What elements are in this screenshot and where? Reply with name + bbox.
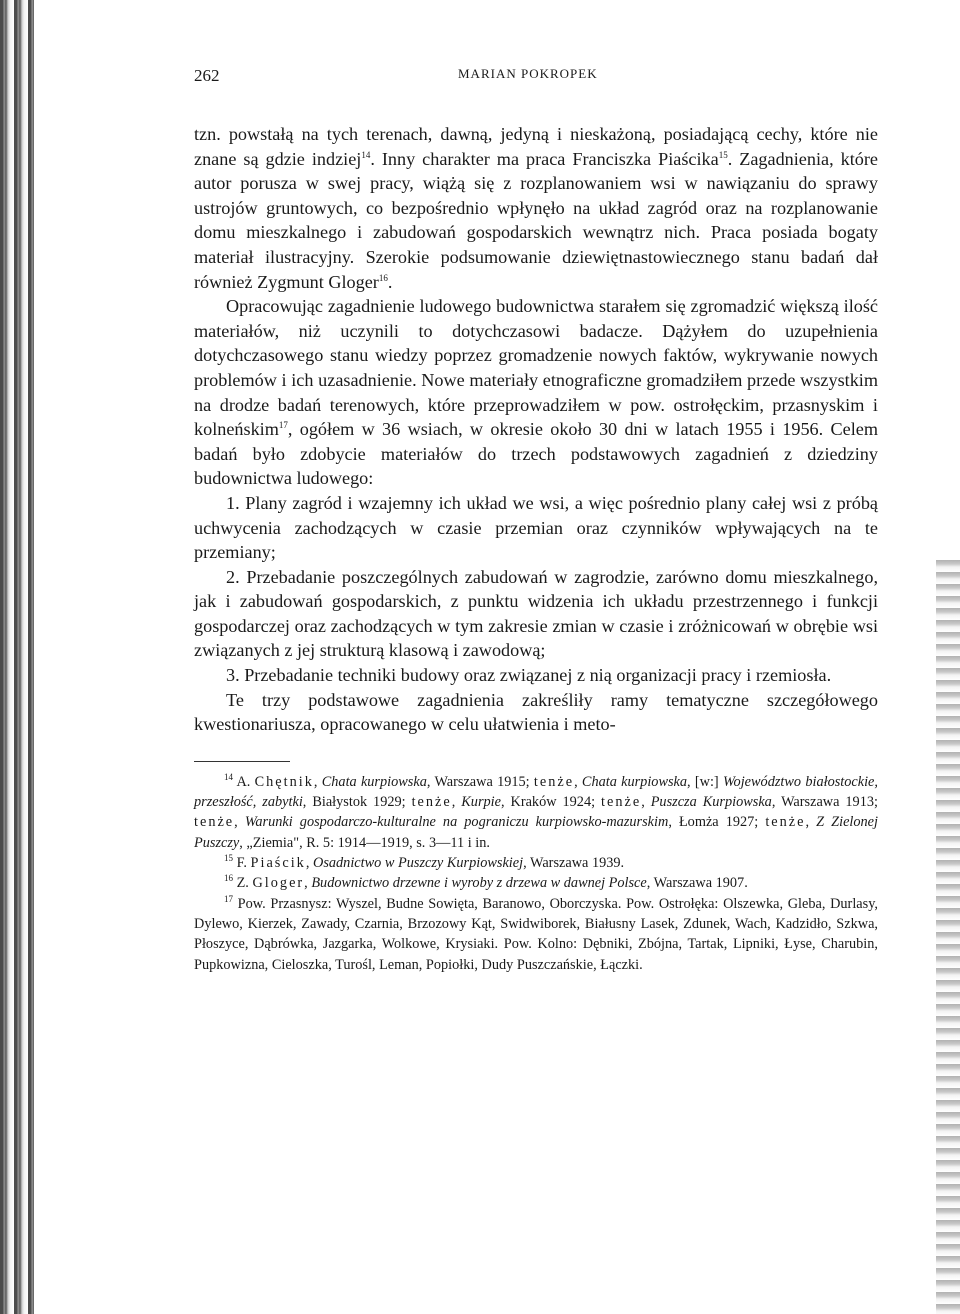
text-run: , <box>574 773 582 790</box>
footnote-ref-17[interactable]: 17 <box>278 420 288 431</box>
text-run: , Warszawa 1915; <box>426 773 534 790</box>
work-title: Budownictwo drzewne i wyroby z drzewa w dawnej Polsce <box>311 875 647 892</box>
list-item-1: 1. Plany zagród i wzajemny ich układ we wsi, a więc pośrednio plany całej wsi z próbą uchwycenia zachodzących w czasie przemian oraz czynników wpływających na te przemiany; <box>194 492 878 563</box>
text-run: Z. <box>233 875 253 892</box>
work-title: Osadnictwo w Puszczy Kurpiowskiej <box>313 855 524 872</box>
footnote-mark: 17 <box>224 893 233 904</box>
work-title: Chata kurpiowska <box>581 773 688 790</box>
author-name: tenże <box>765 814 806 831</box>
text-run: , „Ziemia", R. 5: 1914—1919, s. 3—11 i in. <box>239 834 490 851</box>
text-run: F. <box>233 855 251 872</box>
footnote-ref-14[interactable]: 14 <box>361 149 371 160</box>
paragraph-1 <box>194 122 878 294</box>
work-title: Puszcza Kurpiowska <box>650 794 772 811</box>
author-name: tenże <box>194 814 235 831</box>
footnote-15 <box>194 853 878 873</box>
text-run: , Warszawa 1907. <box>646 875 748 892</box>
text-run: A. <box>233 773 255 790</box>
text-run: , <box>313 773 322 790</box>
text-run: . Inny charakter ma praca Franciszka Piaścika <box>370 148 719 169</box>
text-run: . Zagadnienia, które autor porusza w swej pracy, wiążą się z rozplanowaniem wsi w nawiązaniu do sprawy ustrojów gruntowych, co bezpośrednio wpłynęło na układ zagród oraz na rozplanowanie domu mieszkalnego i zabudowań gospodarskich wewnątrz nich. Praca posiada bogaty materiał ilustracyjny. Szerokie podsumowanie dziewiętnastowiecznego stanu badań dał również Zygmunt Gloger <box>194 148 878 292</box>
footnote-mark: 15 <box>224 853 233 864</box>
author-name: tenże <box>601 794 642 811</box>
footnote-14 <box>194 772 878 853</box>
list-item-3: 3. Przebadanie techniki budowy oraz związanej z nią organizacji pracy i rzemiosła. <box>226 665 832 686</box>
text-run: , <box>304 875 312 892</box>
author-name: Piaścik <box>250 855 306 872</box>
text-run: Pow. Przasnysz: Wyszel, Budne Sowięta, Baranowo, Oborczyska. Pow. Ostrołęka: Olszewka, Gleba, Durlasy, Dylewo, Kierzek, Zawady, Czarnia, Brzozowy Kąt, Swidwiborek, Białusny Lasek, Zdunek, Wach, Kadzidło, Szkwa, Płoszyce, Dąbrówka, Jazgarka, Wolkowe, Krysiaki. Pow. Kolno: Dębniki, Zbójna, Tartak, Lipniki, Łyse, Charubin, Pupkowizna, Cieloszka, Turośl, Leman, Popiołki, Dudy Puszczańskie, Łączki. <box>194 895 878 973</box>
text-run: , Warszawa 1939. <box>523 855 625 872</box>
text-run: , Warszawa 1913; <box>771 794 878 811</box>
text-run: , <box>234 814 245 831</box>
text-run: , <box>805 814 817 831</box>
text-run: tzn. powstałą na tych terenach, dawną, jedyną i nieskażoną, posiadającą cechy, które nie znane są gdzie indziej <box>194 124 878 169</box>
footnote-16 <box>194 873 878 893</box>
running-title: MARIAN POKROPEK <box>458 66 598 81</box>
running-head <box>194 66 878 92</box>
footnote-mark: 14 <box>224 772 233 783</box>
paragraph-3: Te trzy podstawowe zagadnienia zakreśliły ramy tematyczne szczegółowego kwestionariusza, opracowanego w celu ułatwienia i meto- <box>194 689 878 735</box>
body-text <box>194 122 878 737</box>
list-item-2: 2. Przebadanie poszczególnych zabudowań w zagrodzie, zarówno domu mieszkalnego, jak i zabudowań gospodarskich, z punktu widzenia ich układu przestrzennego i funkcji gospodarczej oraz zachodzących w tym zakresie zmian w czasie i zróżnicowań w obrębie wsi związanych z jej strukturą klasową i zawodową; <box>194 566 878 661</box>
page <box>194 66 878 975</box>
text-run: , <box>305 855 313 872</box>
author-name: Chętnik <box>254 773 314 790</box>
work-title: Warunki gospodarczo-kulturalne na pograniczu kurpiowsko-mazurskim <box>244 814 669 831</box>
text-run: , <box>641 794 651 811</box>
footnote-divider <box>194 761 290 762</box>
text-run: , Białystok 1929; <box>302 794 412 811</box>
page-number: 262 <box>194 66 220 85</box>
author-name: Gloger <box>252 875 305 892</box>
footnotes <box>194 772 878 975</box>
footnote-ref-16[interactable]: 16 <box>378 272 388 283</box>
text-run: . <box>387 271 393 292</box>
work-title: Z Zielonej Puszczy <box>194 814 879 851</box>
footnote-mark: 16 <box>224 873 233 884</box>
work-title: Kurpie <box>461 794 501 811</box>
paragraph-2 <box>194 294 878 491</box>
footnote-17 <box>194 894 878 975</box>
author-name: tenże <box>411 794 452 811</box>
footnote-ref-15[interactable]: 15 <box>718 149 728 160</box>
work-title: Województwo białostockie, przeszłość, zabytki <box>194 773 878 811</box>
text-run: , Łomża 1927; <box>668 814 766 831</box>
text-run: , [w:] <box>687 773 723 790</box>
author-name: tenże <box>533 773 575 790</box>
text-run: , <box>451 794 462 811</box>
text-run: Opracowując zagadnienie ludowego budownictwa starałem się zgromadzić większą ilość materiałów, niż uczynili to dotychczasowi badacze. Dążyłem do uzupełnienia dotychczasowego stanu wiedzy poprzez gromadzenie nowych faktów, wykrywanie nowych problemów i ich uzasadnienie. Nowe materiały etnograficzne gromadziłem przede wszystkim na drodze badań terenowych, które przeprowadziłem w pow. ostrołęckim, przasnyskim i kolneńskim <box>194 296 878 440</box>
work-title: Chata kurpiowska <box>321 773 427 790</box>
scan-edge-right <box>936 560 960 1314</box>
text-run: , Kraków 1924; <box>500 794 602 811</box>
scan-edge-left <box>0 0 34 1314</box>
text-run: , ogółem w 36 wsiach, w okresie około 30 dni w latach 1955 i 1956. Celem badań było zdobycie materiałów do trzech podstawowych zagadnień z dziedziny budownictwa ludowego: <box>194 419 878 489</box>
